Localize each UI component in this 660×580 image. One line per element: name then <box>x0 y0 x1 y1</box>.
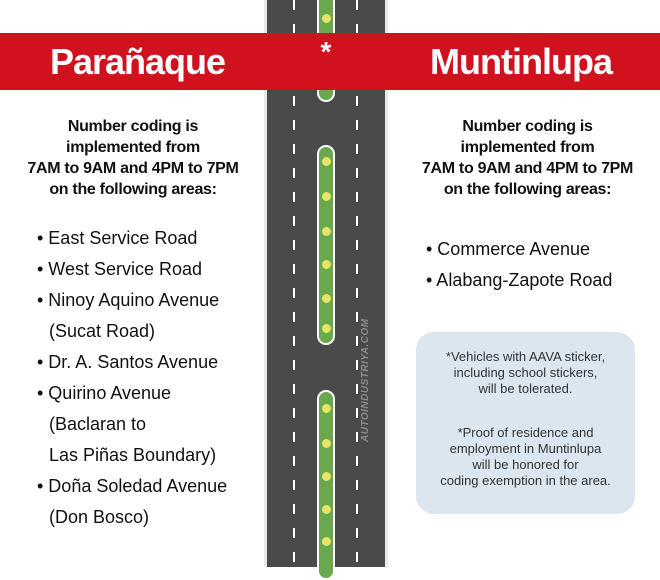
median-light <box>322 157 331 166</box>
list-item: • Ninoy Aquino Avenue <box>37 290 220 310</box>
right-area-list <box>426 234 612 296</box>
median-light <box>322 472 331 481</box>
right-city-title: Muntinlupa <box>430 41 612 82</box>
median-light <box>322 294 331 303</box>
watermark: AUTOINDUSTRIYA.COM <box>360 318 371 442</box>
left-area-list <box>37 223 227 533</box>
intro-line: implemented from <box>460 139 595 156</box>
median-light <box>322 324 331 333</box>
exemption-note-box <box>416 332 635 514</box>
median-light <box>322 14 331 23</box>
median-light <box>322 537 331 546</box>
list-item: • Doña Soledad Avenue <box>37 476 228 496</box>
note-line: will be tolerated. <box>478 381 573 396</box>
intro-line: Number coding is <box>67 118 199 135</box>
intro-line: on the following areas: <box>49 181 217 198</box>
median-island <box>317 145 335 345</box>
list-item-detail: (Sucat Road) <box>49 321 156 341</box>
median-light <box>322 439 331 448</box>
list-item-detail: (Baclaran to <box>49 414 147 434</box>
median-light <box>322 227 331 236</box>
median-light <box>322 404 331 413</box>
median-island <box>317 390 335 580</box>
note-line: including school stickers, <box>453 365 598 380</box>
list-item: • Quirino Avenue <box>37 383 172 403</box>
sticker-note <box>416 349 635 397</box>
note-line: coding exemption in the area. <box>440 473 611 488</box>
list-item-detail: Las Piñas Boundary) <box>49 445 217 465</box>
median-light <box>322 260 331 269</box>
residence-note <box>416 425 635 489</box>
right-intro <box>395 116 660 200</box>
left-intro <box>0 116 266 200</box>
list-item-detail: (Don Bosco) <box>49 507 150 527</box>
intro-line: Number coding is <box>462 118 593 135</box>
intro-line: 7AM to 9AM and 4PM to 7PM <box>27 160 239 177</box>
list-item: • West Service Road <box>37 259 203 279</box>
median-light <box>322 192 331 201</box>
divider-asterisk: * <box>320 36 332 67</box>
list-item: • Alabang-Zapote Road <box>426 270 613 290</box>
list-item: • Commerce Avenue <box>426 239 591 259</box>
note-line: *Proof of residence and <box>457 425 594 440</box>
left-city-title: Parañaque <box>49 41 226 82</box>
note-line: employment in Muntinlupa <box>449 441 602 456</box>
intro-line: on the following areas: <box>443 181 612 198</box>
list-item: • Dr. A. Santos Avenue <box>37 352 219 372</box>
median-light <box>322 505 331 514</box>
note-line: *Vehicles with AAVA sticker, <box>445 349 606 364</box>
note-line: will be honored for <box>472 457 579 472</box>
list-item: • East Service Road <box>37 228 198 248</box>
intro-line: 7AM to 9AM and 4PM to 7PM <box>421 160 634 177</box>
intro-line: implemented from <box>66 139 200 156</box>
